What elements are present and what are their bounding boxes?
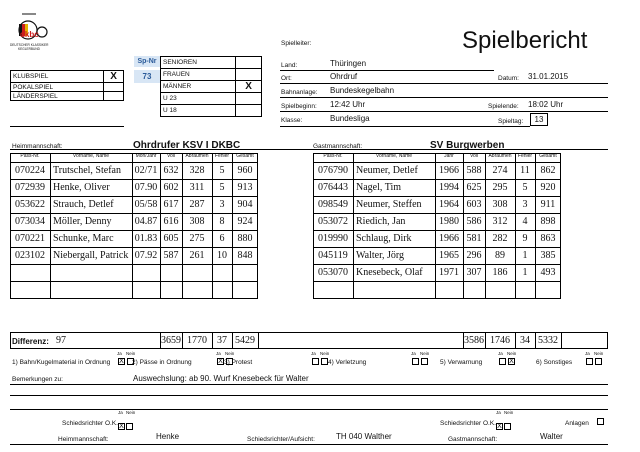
nein-label: Nein (126, 410, 136, 415)
league-class-table (160, 56, 262, 117)
guest-voll-cell: 296 (466, 250, 482, 261)
home-gesamt-cell: 960 (237, 165, 253, 176)
home-gesamt-cell: 924 (237, 216, 253, 227)
check-item-label: 3) Protest (224, 359, 253, 366)
remarks-text: Auswechslung: ab 90. Wurf Knesebeck für Walter (133, 374, 309, 383)
home-voll-cell: 632 (163, 165, 179, 176)
spieltag-label: Spieltag: (498, 118, 524, 125)
logo-line2: KEGLERBUND (18, 47, 40, 51)
guest-col-header: Abräumen (488, 153, 512, 159)
home-col-header: Abräumen (185, 153, 209, 159)
home-pass-cell: 072939 (15, 182, 45, 193)
ja-label: Ja (216, 351, 221, 356)
guest-gesamt-cell: 898 (540, 216, 556, 227)
home-total-fehler: 37 (217, 335, 227, 346)
guest-pass-cell: 045119 (318, 250, 348, 261)
match-type-table (10, 70, 124, 101)
home-total-gesamt: 5429 (235, 335, 255, 346)
check-item-5-ja-checkbox[interactable] (499, 358, 506, 365)
guest-fehler-cell: 1 (522, 250, 528, 261)
heim-team-name: Ohrdrufer KSV I DKBC (133, 140, 241, 151)
spielbeginn-label: Spielbeginn: (281, 103, 317, 110)
home-date-cell: 01.83 (134, 233, 158, 244)
anlagen-checkbox[interactable] (597, 418, 604, 425)
match-type-label: LÄNDERSPIEL (11, 92, 104, 101)
guest-gesamt-cell: 385 (540, 250, 556, 261)
guest-total-abr: 1746 (490, 335, 510, 346)
league-class-label: MÄNNER (161, 81, 236, 93)
guest-col-header: Voll (469, 153, 479, 159)
home-date-cell: 04.87 (134, 216, 158, 227)
home-voll-cell: 616 (163, 216, 179, 227)
ort-label: Ort: (281, 75, 292, 82)
check-item-label: 2) Pässe in Ordnung (132, 359, 192, 366)
home-name-cell: Schunke, Marc (53, 233, 114, 244)
guest-name-cell: Riedich, Jan (356, 216, 406, 227)
spielbeginn-value: 12:42 Uhr (330, 100, 366, 109)
guest-gesamt-cell: 493 (540, 267, 556, 278)
home-total-voll: 3659 (161, 335, 181, 346)
guest-fehler-cell: 9 (522, 233, 528, 244)
diff-value: 97 (56, 335, 66, 346)
check-item-4-ja-checkbox[interactable] (412, 358, 419, 365)
ort-value: Ohrdruf (330, 72, 358, 81)
guest-pass-cell: 076443 (318, 182, 348, 193)
spieltag-value: 13 (530, 113, 548, 126)
check-item-4-nein-checkbox[interactable] (421, 358, 428, 365)
home-pass-cell: 070224 (15, 165, 45, 176)
check-item-3-ja-checkbox[interactable] (312, 358, 319, 365)
home-abr-cell: 311 (189, 182, 205, 193)
guest-fehler-cell: 1 (522, 267, 528, 278)
check-item-label: 5) Verwarnung (440, 359, 483, 366)
home-gesamt-cell: 848 (237, 250, 253, 261)
nein-label: Nein (507, 351, 517, 356)
gast-team-name: SV Burgwerben (430, 140, 505, 151)
schiri-ok-home-ja-checkbox[interactable]: X (119, 423, 124, 431)
guest-col-header: Vorname, Name (375, 153, 413, 159)
guest-date-cell: 1966 (439, 165, 459, 176)
guest-gesamt-cell: 920 (540, 182, 556, 193)
schiri-ok-label-guest: Schiedsrichter O.K. (440, 420, 496, 427)
check-item-label: 1) Bahn/Kugelmaterial in Ordnung (12, 359, 111, 366)
guest-name-cell: Knesebeck, Olaf (356, 267, 423, 278)
check-item-3-nein-checkbox[interactable] (321, 358, 328, 365)
datum-value: 31.01.2015 (528, 72, 569, 81)
gast-sign-label: Gastmannschaft: (448, 436, 498, 443)
nein-label: Nein (320, 351, 330, 356)
guest-voll-cell: 581 (466, 233, 482, 244)
guest-pass-cell: 053070 (318, 267, 348, 278)
guest-fehler-cell: 11 (520, 165, 530, 176)
home-name-cell: Henke, Oliver (53, 182, 110, 193)
home-gesamt-cell: 904 (237, 199, 253, 210)
check-item-6-ja-checkbox[interactable] (586, 358, 593, 365)
guest-fehler-cell: 5 (522, 182, 528, 193)
home-fehler-cell: 3 (219, 199, 225, 210)
league-class-label: U 23 (161, 93, 236, 105)
guest-fehler-cell: 4 (522, 216, 528, 227)
gast-signature: Walter (540, 432, 563, 441)
home-col-header: Pass-Nr. (20, 153, 40, 159)
nein-label: Nein (504, 410, 514, 415)
check-item-5-nein-checkbox[interactable]: X (509, 358, 514, 365)
ja-label: Ja (118, 410, 123, 415)
guest-abr-cell: 295 (492, 182, 508, 193)
home-voll-cell: 605 (163, 233, 179, 244)
land-value: Thüringen (330, 59, 367, 68)
schiri-ok-guest-nein-checkbox[interactable] (504, 423, 511, 430)
dkbc-logo (6, 8, 54, 52)
home-voll-cell: 617 (163, 199, 179, 210)
guest-abr-cell: 312 (492, 216, 508, 227)
guest-voll-cell: 586 (466, 216, 482, 227)
ja-label: Ja (117, 351, 122, 356)
schiri-ok-label-home: Schiedsrichter O.K. (62, 420, 118, 427)
guest-gesamt-cell: 911 (540, 199, 556, 210)
guest-gesamt-cell: 862 (540, 165, 556, 176)
check-item-label: 4) Verletzung (328, 359, 367, 366)
heim-label: Heimmannschaft: (12, 143, 63, 150)
home-name-cell: Niebergall, Patrick (53, 250, 129, 261)
guest-total-voll: 3586 (464, 335, 484, 346)
home-fehler-cell: 5 (219, 165, 225, 176)
guest-date-cell: 1965 (439, 250, 459, 261)
guest-fehler-cell: 3 (522, 199, 528, 210)
gast-label: Gastmannschaft: (313, 143, 363, 150)
home-name-cell: Trutschel, Stefan (53, 165, 121, 176)
home-col-header: Fehler (214, 153, 230, 159)
home-date-cell: 02/71 (134, 165, 158, 176)
guest-pass-cell: 019990 (318, 233, 348, 244)
home-total-abr: 1770 (187, 335, 207, 346)
guest-abr-cell: 186 (492, 267, 508, 278)
guest-voll-cell: 307 (466, 267, 482, 278)
guest-gesamt-cell: 863 (540, 233, 556, 244)
ja-label: Ja (311, 351, 316, 356)
check-item-2-ja-checkbox[interactable]: X (218, 358, 223, 365)
guest-name-cell: Neumer, Detlef (356, 165, 418, 176)
home-abr-cell: 287 (189, 199, 205, 210)
klasse-label: Klasse: (281, 117, 303, 124)
home-gesamt-cell: 880 (237, 233, 253, 244)
guest-voll-cell: 603 (466, 199, 482, 210)
guest-date-cell: 1971 (439, 267, 459, 278)
spielende-label: Spielende: (488, 103, 519, 110)
guest-date-cell: 1964 (439, 199, 459, 210)
guest-name-cell: Neumer, Steffen (356, 199, 422, 210)
nein-label: Nein (420, 351, 430, 356)
datum-label: Datum: (498, 75, 519, 82)
guest-total-gesamt: 5332 (538, 335, 558, 346)
guest-col-header: Pass-Nr. (323, 153, 343, 159)
home-fehler-cell: 8 (219, 216, 225, 227)
home-col-header: Mon/Jahr (135, 153, 157, 159)
schiri-ok-guest-ja-checkbox[interactable]: X (497, 423, 502, 431)
page-title: Spielbericht (462, 27, 588, 54)
klasse-value: Bundesliga (330, 114, 370, 123)
home-date-cell: 07.90 (134, 182, 158, 193)
land-label: Land: (281, 62, 298, 69)
nein-label: Nein (225, 351, 235, 356)
home-fehler-cell: 6 (219, 233, 225, 244)
home-abr-cell: 261 (189, 250, 205, 261)
sp-nr-label: Sp-Nr (134, 56, 160, 67)
home-voll-cell: 587 (163, 250, 179, 261)
anlagen-label: Anlagen (565, 420, 589, 427)
ja-label: Ja (498, 351, 503, 356)
home-pass-cell: 023102 (15, 250, 45, 261)
guest-col-header: Fehler (517, 153, 533, 159)
schiri-sign-label: Schiedsrichter/Aufsicht: (247, 436, 315, 443)
guest-voll-cell: 625 (466, 182, 482, 193)
check-item-1-ja-checkbox[interactable]: X (119, 358, 124, 365)
guest-voll-cell: 588 (466, 165, 482, 176)
diff-label: Differenz: (12, 337, 49, 346)
league-class-label: FRAUEN (161, 69, 236, 81)
guest-pass-cell: 076790 (318, 165, 348, 176)
home-fehler-cell: 10 (217, 250, 227, 261)
home-date-cell: 05/58 (134, 199, 158, 210)
bahnanlage-value: Bundeskegelbahn (330, 86, 395, 95)
schiri-ok-home-nein-checkbox[interactable] (126, 423, 133, 430)
guest-name-cell: Nagel, Tim (356, 182, 402, 193)
remarks-label: Bemerkungen zu: (12, 376, 63, 383)
bahnanlage-label: Bahnanlage: (281, 89, 318, 96)
schiri-signature: TH 040 Walther (336, 432, 392, 441)
home-col-header: Voll (166, 153, 176, 159)
home-pass-cell: 053622 (15, 199, 45, 210)
home-gesamt-cell: 913 (237, 182, 253, 193)
guest-name-cell: Schlaug, Dirk (356, 233, 412, 244)
league-class-mark: X (236, 81, 262, 93)
guest-col-header: Jahr (444, 153, 454, 159)
home-pass-cell: 070221 (15, 233, 45, 244)
match-type-label: KLUBSPIEL (11, 71, 104, 83)
home-date-cell: 07.92 (134, 250, 158, 261)
home-col-header: Vorname, Name (72, 153, 110, 159)
guest-pass-cell: 098549 (318, 199, 348, 210)
logo-letters: dkbc (20, 30, 39, 39)
home-abr-cell: 328 (189, 165, 205, 176)
guest-abr-cell: 308 (492, 199, 508, 210)
guest-date-cell: 1994 (439, 182, 459, 193)
spielleiter-label: Spielleiter: (281, 40, 312, 47)
guest-date-cell: 1966 (439, 233, 459, 244)
guest-name-cell: Walter, Jörg (356, 250, 405, 261)
guest-abr-cell: 282 (492, 233, 508, 244)
home-name-cell: Möller, Denny (53, 216, 112, 227)
guest-total-fehler: 34 (520, 335, 530, 346)
ja-label: Ja (585, 351, 590, 356)
heim-signature: Henke (156, 432, 180, 441)
league-class-label: U 18 (161, 105, 236, 117)
guest-abr-cell: 274 (492, 165, 508, 176)
league-class-label: SENIOREN (161, 57, 236, 69)
check-item-6-nein-checkbox[interactable] (595, 358, 602, 365)
home-pass-cell: 073034 (15, 216, 45, 227)
logo-line1: DEUTSCHER KLASSIKER (10, 43, 49, 47)
sp-nr-value: 73 (134, 70, 160, 83)
match-type-mark: X (104, 71, 124, 83)
home-col-header: Gesamt (236, 153, 254, 159)
heim-sign-label: Heimmannschaft: (58, 436, 109, 443)
guest-date-cell: 1980 (439, 216, 459, 227)
ja-label: Ja (411, 351, 416, 356)
match-type-label: POKALSPIEL (11, 83, 104, 92)
nein-label: Nein (126, 351, 136, 356)
guest-col-header: Gesamt (539, 153, 557, 159)
guest-pass-cell: 053072 (318, 216, 348, 227)
ja-label: Ja (496, 410, 501, 415)
check-item-label: 6) Sonstiges (536, 359, 573, 366)
home-fehler-cell: 5 (219, 182, 225, 193)
home-voll-cell: 602 (163, 182, 179, 193)
guest-abr-cell: 89 (495, 250, 505, 261)
home-abr-cell: 308 (189, 216, 205, 227)
home-abr-cell: 275 (189, 233, 205, 244)
nein-label: Nein (594, 351, 604, 356)
home-name-cell: Strauch, Detlef (53, 199, 114, 210)
spielende-value: 18:02 Uhr (528, 100, 564, 109)
